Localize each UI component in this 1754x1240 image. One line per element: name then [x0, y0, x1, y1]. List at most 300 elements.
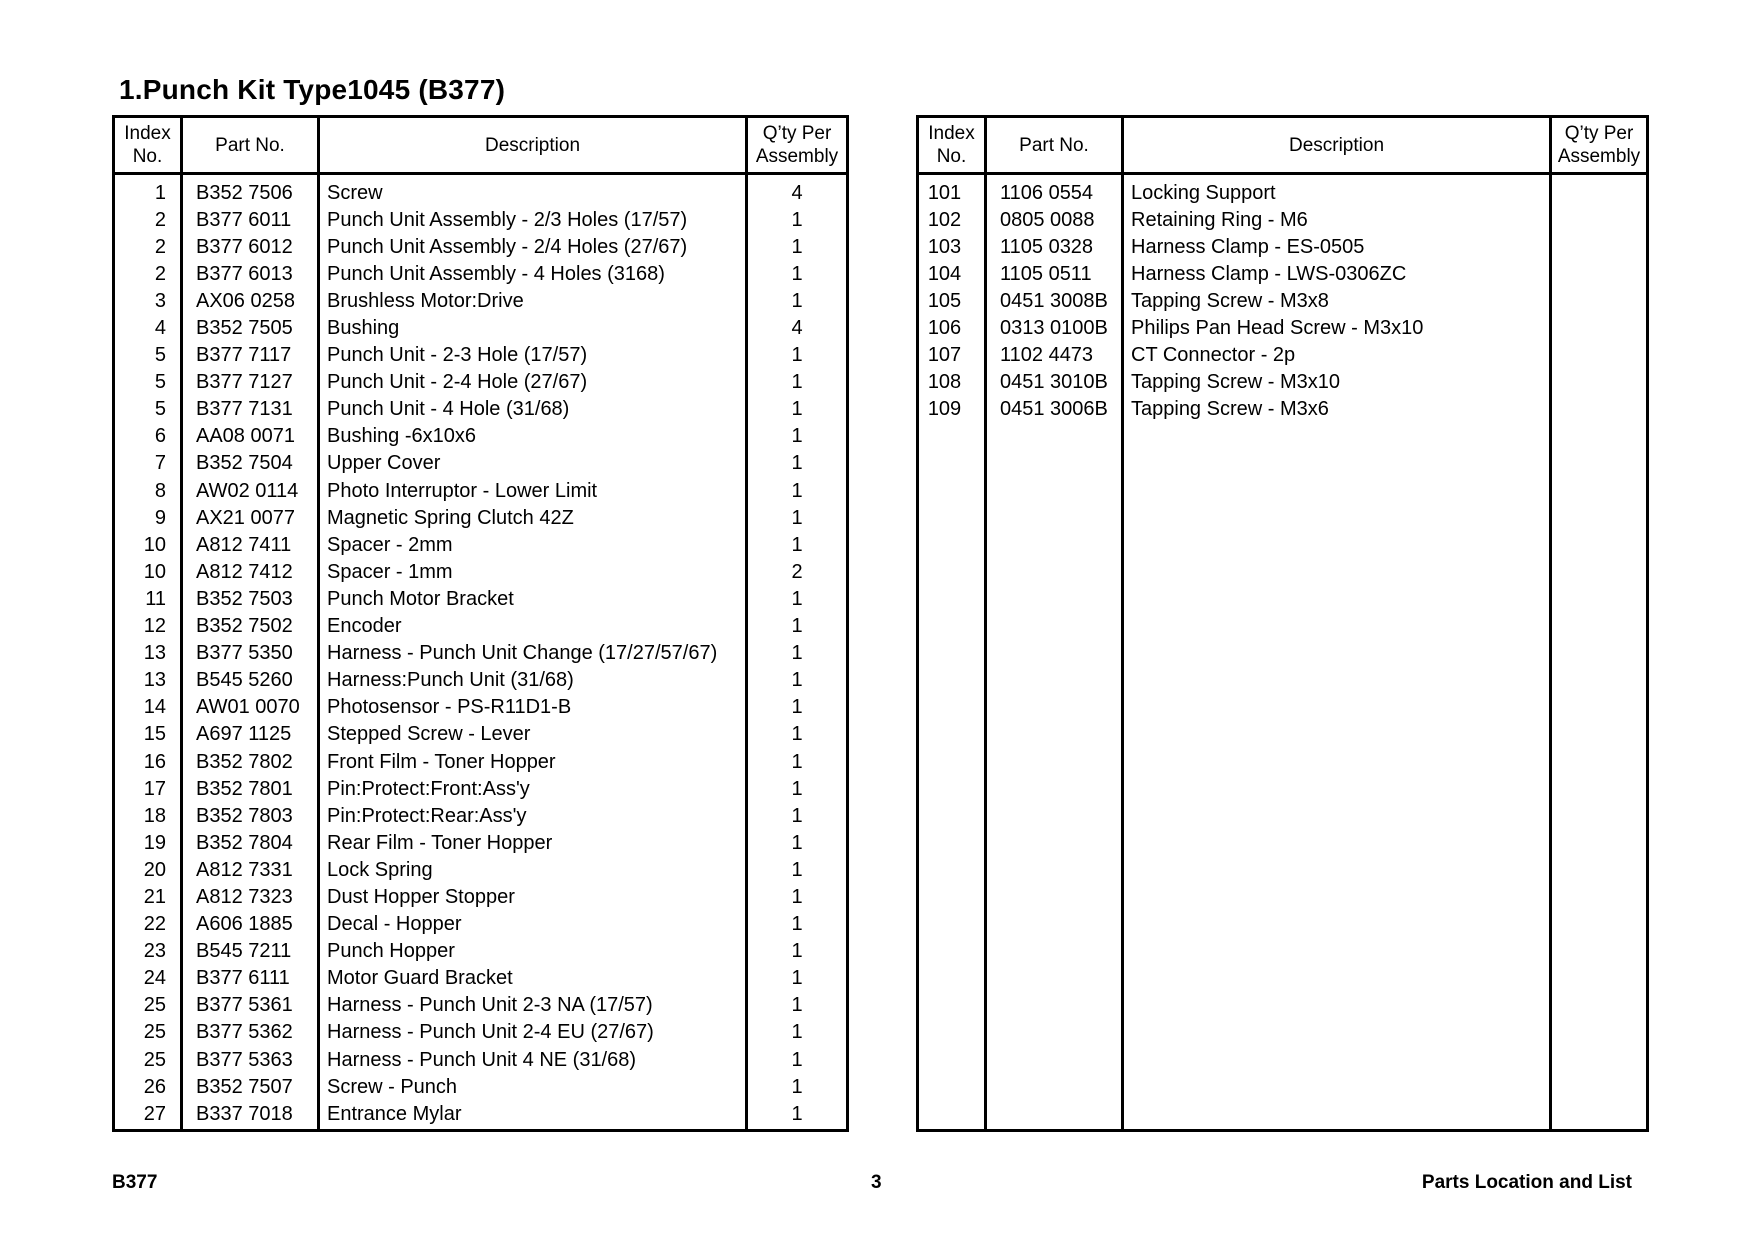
quantity-cell — [1551, 206, 1648, 233]
table-row — [114, 342, 848, 369]
index-cell: 12 — [143, 615, 166, 638]
table-header-row — [918, 117, 1648, 174]
header-part-no: Part No. — [182, 117, 319, 174]
table-row — [918, 802, 1648, 829]
index-cell: 104 — [927, 262, 962, 285]
quantity-cell — [1551, 233, 1648, 260]
table-row — [918, 667, 1648, 694]
quantity-cell: 1 — [747, 423, 848, 450]
table-row — [918, 694, 1648, 721]
part-number-cell: A606 1885 — [182, 911, 319, 938]
description-cell: Harness - Punch Unit 2-4 EU (27/67) — [319, 1019, 747, 1046]
description-cell: Harness - Punch Unit 2-3 NA (17/57) — [319, 992, 747, 1019]
quantity-cell: 1 — [747, 640, 848, 667]
quantity-cell — [1551, 174, 1648, 207]
description-cell: Harness - Punch Unit 4 NE (31/68) — [319, 1046, 747, 1073]
description-cell — [1123, 450, 1551, 477]
table-row — [918, 369, 1648, 396]
description-cell — [1123, 965, 1551, 992]
part-number-cell — [986, 829, 1123, 856]
part-number-cell — [986, 856, 1123, 883]
index-cell: 106 — [927, 317, 962, 340]
index-cell: 11 — [145, 587, 166, 610]
quantity-cell: 1 — [747, 450, 848, 477]
table-row — [114, 883, 848, 910]
quantity-cell: 1 — [747, 856, 848, 883]
description-cell: Rear Film - Toner Hopper — [319, 829, 747, 856]
part-number-cell: B545 7211 — [182, 938, 319, 965]
quantity-cell — [1551, 1073, 1648, 1100]
part-number-cell — [986, 504, 1123, 531]
footer-model: B377 — [112, 1172, 158, 1193]
description-cell: Tapping Screw - M3x6 — [1123, 396, 1551, 423]
part-number-cell: 1105 0511 — [986, 260, 1123, 287]
table-row — [114, 174, 848, 207]
index-cell — [918, 775, 986, 802]
table-row — [114, 965, 848, 992]
index-cell: 22 — [143, 913, 166, 936]
table-row — [114, 856, 848, 883]
part-number-cell: B352 7502 — [182, 613, 319, 640]
table-row — [918, 748, 1648, 775]
part-number-cell: B377 5363 — [182, 1046, 319, 1073]
table-row — [114, 802, 848, 829]
description-cell — [1123, 856, 1551, 883]
description-cell — [1123, 667, 1551, 694]
description-cell — [1123, 694, 1551, 721]
description-cell — [1123, 558, 1551, 585]
table-row — [114, 396, 848, 423]
part-number-cell — [986, 748, 1123, 775]
part-number-cell: AA08 0071 — [182, 423, 319, 450]
part-number-cell: B377 6012 — [182, 233, 319, 260]
part-number-cell: 1106 0554 — [986, 174, 1123, 207]
quantity-cell: 1 — [747, 206, 848, 233]
index-cell — [918, 1100, 986, 1131]
quantity-cell: 1 — [747, 233, 848, 260]
part-number-cell: B377 5361 — [182, 992, 319, 1019]
table-row — [114, 558, 848, 585]
parts-table-right — [916, 115, 1649, 1132]
footer-section: Parts Location and List — [1421, 1172, 1632, 1193]
table-row — [918, 314, 1648, 341]
quantity-cell — [1551, 450, 1648, 477]
description-cell: Harness:Punch Unit (31/68) — [319, 667, 747, 694]
quantity-cell: 1 — [747, 1100, 848, 1131]
table-row — [114, 287, 848, 314]
part-number-cell — [986, 883, 1123, 910]
table-row — [918, 504, 1648, 531]
index-cell: 13 — [143, 669, 166, 692]
part-number-cell: A812 7412 — [182, 558, 319, 585]
index-cell — [918, 1073, 986, 1100]
quantity-cell: 4 — [747, 314, 848, 341]
quantity-cell: 1 — [747, 1073, 848, 1100]
description-cell: Philips Pan Head Screw - M3x10 — [1123, 314, 1551, 341]
part-number-cell — [986, 802, 1123, 829]
table-row — [114, 233, 848, 260]
quantity-cell: 1 — [747, 802, 848, 829]
table-row — [114, 992, 848, 1019]
description-cell — [1123, 613, 1551, 640]
table-row — [114, 504, 848, 531]
table-row — [918, 911, 1648, 938]
description-cell — [1123, 721, 1551, 748]
description-cell: Bushing -6x10x6 — [319, 423, 747, 450]
index-cell — [918, 694, 986, 721]
quantity-cell — [1551, 423, 1648, 450]
table-row — [114, 531, 848, 558]
index-cell — [918, 504, 986, 531]
description-cell: Dust Hopper Stopper — [319, 883, 747, 910]
table-row — [918, 856, 1648, 883]
table-row — [918, 206, 1648, 233]
quantity-cell — [1551, 558, 1648, 585]
quantity-cell — [1551, 694, 1648, 721]
quantity-cell — [1551, 938, 1648, 965]
quantity-cell: 1 — [747, 911, 848, 938]
part-number-cell: AX21 0077 — [182, 504, 319, 531]
description-cell: Punch Unit - 4 Hole (31/68) — [319, 396, 747, 423]
quantity-cell — [1551, 369, 1648, 396]
description-cell: Punch Hopper — [319, 938, 747, 965]
description-cell — [1123, 883, 1551, 910]
description-cell: Punch Unit Assembly - 2/3 Holes (17/57) — [319, 206, 747, 233]
footer-page-number: 3 — [871, 1172, 882, 1193]
index-cell: 26 — [143, 1075, 166, 1098]
index-cell — [918, 558, 986, 585]
description-cell — [1123, 748, 1551, 775]
part-number-cell — [986, 911, 1123, 938]
quantity-cell — [1551, 992, 1648, 1019]
index-cell: 4 — [154, 317, 166, 340]
index-cell — [918, 667, 986, 694]
index-cell: 2 — [154, 262, 166, 285]
table-row — [918, 613, 1648, 640]
table-row — [918, 558, 1648, 585]
part-number-cell — [986, 1100, 1123, 1131]
part-number-cell: AX06 0258 — [182, 287, 319, 314]
index-cell — [918, 613, 986, 640]
index-cell — [918, 477, 986, 504]
header-index: Index No. — [114, 117, 182, 174]
part-number-cell: AW02 0114 — [182, 477, 319, 504]
part-number-cell — [986, 1019, 1123, 1046]
description-cell: CT Connector - 2p — [1123, 342, 1551, 369]
index-cell: 102 — [927, 208, 962, 231]
part-number-cell: 0451 3006B — [986, 396, 1123, 423]
table-row — [114, 1100, 848, 1131]
description-cell: Harness Clamp - LWS-0306ZC — [1123, 260, 1551, 287]
part-number-cell — [986, 585, 1123, 612]
quantity-cell: 1 — [747, 1046, 848, 1073]
index-cell: 5 — [154, 344, 166, 367]
part-number-cell — [986, 423, 1123, 450]
part-number-cell — [986, 965, 1123, 992]
quantity-cell — [1551, 856, 1648, 883]
table-row — [114, 314, 848, 341]
quantity-cell — [1551, 965, 1648, 992]
description-cell — [1123, 775, 1551, 802]
quantity-cell: 1 — [747, 992, 848, 1019]
table-row — [918, 423, 1648, 450]
index-cell — [918, 965, 986, 992]
quantity-cell: 1 — [747, 260, 848, 287]
table-row — [114, 613, 848, 640]
description-cell: Upper Cover — [319, 450, 747, 477]
part-number-cell — [986, 1046, 1123, 1073]
index-cell: 6 — [154, 425, 166, 448]
quantity-cell: 4 — [747, 174, 848, 207]
index-cell: 105 — [927, 289, 962, 312]
table-row — [114, 1046, 848, 1073]
table-row — [918, 829, 1648, 856]
header-index: Index No. — [918, 117, 986, 174]
quantity-cell — [1551, 1019, 1648, 1046]
table-row — [918, 1073, 1648, 1100]
description-cell — [1123, 1019, 1551, 1046]
part-number-cell — [986, 667, 1123, 694]
index-cell — [918, 802, 986, 829]
header-description: Description — [1123, 117, 1551, 174]
part-number-cell: B352 7804 — [182, 829, 319, 856]
page-title: 1.Punch Kit Type1045 (B377) — [119, 74, 506, 105]
header-qty: Q’ty Per Assembly — [747, 117, 848, 174]
quantity-cell: 1 — [747, 965, 848, 992]
index-cell — [918, 748, 986, 775]
index-cell: 103 — [927, 235, 962, 258]
index-cell: 109 — [927, 398, 962, 421]
description-cell: Punch Motor Bracket — [319, 585, 747, 612]
table-row — [918, 721, 1648, 748]
table-row — [918, 883, 1648, 910]
part-number-cell: A812 7331 — [182, 856, 319, 883]
table-row — [918, 396, 1648, 423]
table-row — [114, 369, 848, 396]
quantity-cell: 1 — [747, 883, 848, 910]
quantity-cell — [1551, 883, 1648, 910]
quantity-cell: 2 — [747, 558, 848, 585]
quantity-cell: 1 — [747, 504, 848, 531]
description-cell: Decal - Hopper — [319, 911, 747, 938]
description-cell — [1123, 1073, 1551, 1100]
description-cell: Punch Unit Assembly - 2/4 Holes (27/67) — [319, 233, 747, 260]
quantity-cell — [1551, 1046, 1648, 1073]
quantity-cell: 1 — [747, 342, 848, 369]
part-number-cell: B352 7504 — [182, 450, 319, 477]
part-number-cell — [986, 775, 1123, 802]
part-number-cell: B545 5260 — [182, 667, 319, 694]
table-row — [114, 667, 848, 694]
table-row — [918, 233, 1648, 260]
index-cell — [918, 450, 986, 477]
quantity-cell — [1551, 314, 1648, 341]
index-cell: 17 — [143, 777, 166, 800]
description-cell: Spacer - 2mm — [319, 531, 747, 558]
table-row — [114, 206, 848, 233]
table-row — [918, 531, 1648, 558]
description-cell: Punch Unit - 2-4 Hole (27/67) — [319, 369, 747, 396]
description-cell — [1123, 477, 1551, 504]
description-cell — [1123, 585, 1551, 612]
part-number-cell: 1102 4473 — [986, 342, 1123, 369]
quantity-cell: 1 — [747, 938, 848, 965]
index-cell: 27 — [143, 1102, 166, 1125]
quantity-cell — [1551, 911, 1648, 938]
table-row — [918, 585, 1648, 612]
part-number-cell: AW01 0070 — [182, 694, 319, 721]
table-row — [114, 640, 848, 667]
part-number-cell: B352 7802 — [182, 748, 319, 775]
table-row — [918, 260, 1648, 287]
part-number-cell: B377 7117 — [182, 342, 319, 369]
table-row — [918, 477, 1648, 504]
part-number-cell — [986, 1073, 1123, 1100]
index-cell: 14 — [143, 696, 166, 719]
index-cell — [918, 992, 986, 1019]
part-number-cell: B352 7506 — [182, 174, 319, 207]
description-cell: Harness Clamp - ES-0505 — [1123, 233, 1551, 260]
table-header-row — [114, 117, 848, 174]
table-row — [114, 423, 848, 450]
description-cell — [1123, 1046, 1551, 1073]
table-row — [918, 342, 1648, 369]
part-number-cell — [986, 992, 1123, 1019]
description-cell: Locking Support — [1123, 174, 1551, 207]
index-cell — [918, 883, 986, 910]
quantity-cell — [1551, 396, 1648, 423]
table-row — [918, 174, 1648, 207]
part-number-cell: B377 6013 — [182, 260, 319, 287]
part-number-cell: B377 6111 — [182, 965, 319, 992]
index-cell: 10 — [143, 533, 166, 556]
index-cell: 25 — [143, 1021, 166, 1044]
description-cell: Pin:Protect:Front:Ass'y — [319, 775, 747, 802]
part-number-cell — [986, 613, 1123, 640]
quantity-cell: 1 — [747, 585, 848, 612]
description-cell: Encoder — [319, 613, 747, 640]
table-row — [918, 450, 1648, 477]
index-cell: 25 — [143, 1048, 166, 1071]
description-cell — [1123, 423, 1551, 450]
part-number-cell: 0313 0100B — [986, 314, 1123, 341]
table-row — [918, 1046, 1648, 1073]
description-cell: Tapping Screw - M3x8 — [1123, 287, 1551, 314]
quantity-cell — [1551, 640, 1648, 667]
index-cell — [918, 829, 986, 856]
index-cell: 18 — [143, 804, 166, 827]
part-number-cell: B352 7505 — [182, 314, 319, 341]
quantity-cell: 1 — [747, 667, 848, 694]
quantity-cell: 1 — [747, 287, 848, 314]
index-cell: 107 — [927, 344, 962, 367]
index-cell: 16 — [143, 750, 166, 773]
quantity-cell — [1551, 829, 1648, 856]
description-cell — [1123, 531, 1551, 558]
quantity-cell — [1551, 477, 1648, 504]
table-row — [918, 775, 1648, 802]
index-cell: 19 — [143, 831, 166, 854]
quantity-cell — [1551, 613, 1648, 640]
description-cell: Entrance Mylar — [319, 1100, 747, 1131]
table-row — [918, 938, 1648, 965]
part-number-cell — [986, 531, 1123, 558]
quantity-cell — [1551, 1100, 1648, 1131]
description-cell — [1123, 911, 1551, 938]
index-cell: 21 — [143, 885, 166, 908]
quantity-cell — [1551, 721, 1648, 748]
table-row — [114, 911, 848, 938]
header-description: Description — [319, 117, 747, 174]
header-qty: Q’ty Per Assembly — [1551, 117, 1648, 174]
quantity-cell — [1551, 504, 1648, 531]
table-row — [114, 775, 848, 802]
part-number-cell — [986, 558, 1123, 585]
quantity-cell: 1 — [747, 1019, 848, 1046]
index-cell: 15 — [143, 723, 166, 746]
part-number-cell: B377 7127 — [182, 369, 319, 396]
part-number-cell — [986, 450, 1123, 477]
description-cell — [1123, 992, 1551, 1019]
index-cell: 13 — [143, 642, 166, 665]
part-number-cell — [986, 694, 1123, 721]
description-cell: Punch Unit - 2-3 Hole (17/57) — [319, 342, 747, 369]
table-row — [114, 585, 848, 612]
quantity-cell — [1551, 260, 1648, 287]
index-cell — [918, 585, 986, 612]
quantity-cell: 1 — [747, 721, 848, 748]
parts-table-left — [112, 115, 849, 1132]
part-number-cell: B377 6011 — [182, 206, 319, 233]
table-row — [918, 965, 1648, 992]
quantity-cell: 1 — [747, 531, 848, 558]
index-cell — [918, 938, 986, 965]
part-number-cell: 0451 3008B — [986, 287, 1123, 314]
table-row — [918, 640, 1648, 667]
table-row — [114, 829, 848, 856]
index-cell: 2 — [154, 235, 166, 258]
index-cell: 5 — [154, 371, 166, 394]
description-cell: Screw - Punch — [319, 1073, 747, 1100]
quantity-cell — [1551, 342, 1648, 369]
table-row — [114, 938, 848, 965]
table-row — [114, 260, 848, 287]
quantity-cell — [1551, 802, 1648, 829]
description-cell: Tapping Screw - M3x10 — [1123, 369, 1551, 396]
part-number-cell: B337 7018 — [182, 1100, 319, 1131]
quantity-cell — [1551, 585, 1648, 612]
description-cell: Motor Guard Bracket — [319, 965, 747, 992]
index-cell: 20 — [143, 858, 166, 881]
index-cell: 7 — [154, 452, 166, 475]
table-row — [114, 477, 848, 504]
index-cell: 2 — [154, 208, 166, 231]
quantity-cell: 1 — [747, 369, 848, 396]
description-cell: Stepped Screw - Lever — [319, 721, 747, 748]
description-cell: Lock Spring — [319, 856, 747, 883]
index-cell: 10 — [143, 560, 166, 583]
index-cell — [918, 423, 986, 450]
table-row — [918, 992, 1648, 1019]
quantity-cell: 1 — [747, 748, 848, 775]
part-number-cell: B377 5362 — [182, 1019, 319, 1046]
description-cell: Front Film - Toner Hopper — [319, 748, 747, 775]
index-cell — [918, 1019, 986, 1046]
quantity-cell: 1 — [747, 613, 848, 640]
header-part-no: Part No. — [986, 117, 1123, 174]
index-cell — [918, 640, 986, 667]
part-number-cell: A697 1125 — [182, 721, 319, 748]
